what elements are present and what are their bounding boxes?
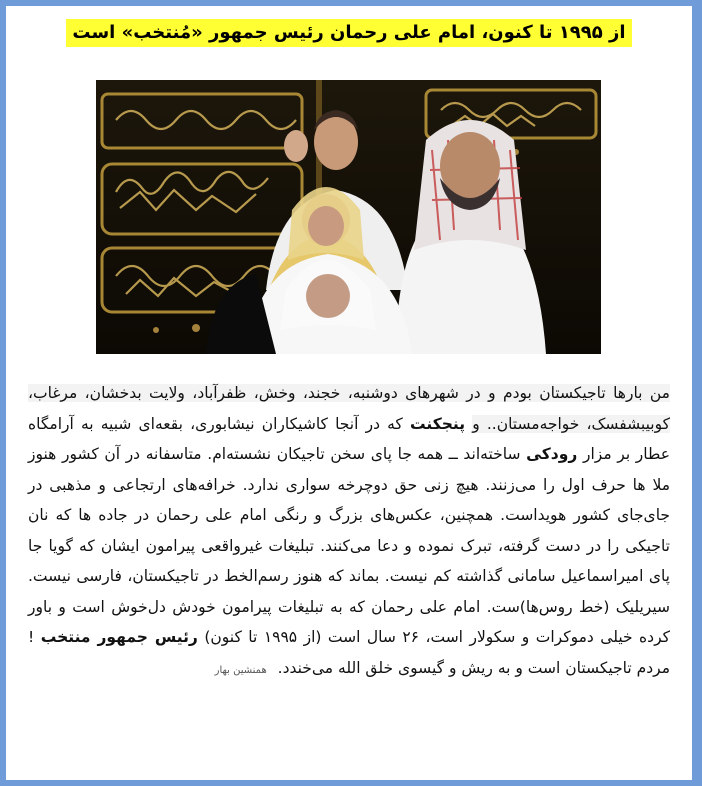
headline-container [6,18,692,48]
article-paragraph-1: من بارها تاجیکستان بودم و در شهرهای دوشنبه، خجند، وخش، ظفرآباد، ولایت بدخشان، مرغاب، کوبیبشفسک، خواجه‌مستان.. و پنجکنت که در آنجا کاشیکاران نیشابوری، بقعه‌ای شبیه به آرامگاه عطار بر مزار رودکی ساخته‌اند ــ [28,384,670,463]
kaaba-pilgrims-photo [96,80,601,354]
highlight-rudaki: رودکی [526,445,578,463]
highlight-elected-president: رئیس جمهور منتخب [40,628,198,646]
author-credit: همنشین بهار [214,664,267,676]
article-body [28,378,670,770]
headline: از ۱۹۹۵ تا کنون، امام علی رحمان رئیس جمهور «مُنتخب» است [66,19,631,47]
highlight-panjakent: پنجکنت [409,414,466,433]
article-photo [96,80,601,354]
article-page [6,6,692,780]
article-paragraph-2: همه جا پای سخن تاجیکان نشسته‌ام. متاسفانه در آن کشور هنوز ملا ها حرف اول را می‌زنند. هیچ زنی حق دوچرخه سواری ندارد. خرافه‌های ارتجاعی و مذهبی در جای‌جای کشور هویداست. همچنین، عکس‌های بزرگ و رنگی امام علی رحمان در جاده ها که نان تاجیکی را در دست گرفته، تبرک نموده و دعا می‌کنند. [28,445,670,555]
article-paragraph-3: تبلیغات غیرواقعی پیرامون ایشان که گویا جا پای امیراسماعیل سامانی گذاشته کم نیست. بماند که هنوز رسم‌الخط در تاجیکستان، فارسی نیست. سیریلیک (خط روس‌ها)ست. امام علی رحمان که به تبلیغات پیرامون خودش دل‌خوش است و باور کرده خیلی دموکرات و سکولار است، ۲۶ سال است (از ۱۹۹۵ تا کنون) رئیس جمهور منتخب ! مردم تاجیکستان است و به ریش و گیسوی خلق الله می‌خندد. همنشین بهار [28,536,671,677]
